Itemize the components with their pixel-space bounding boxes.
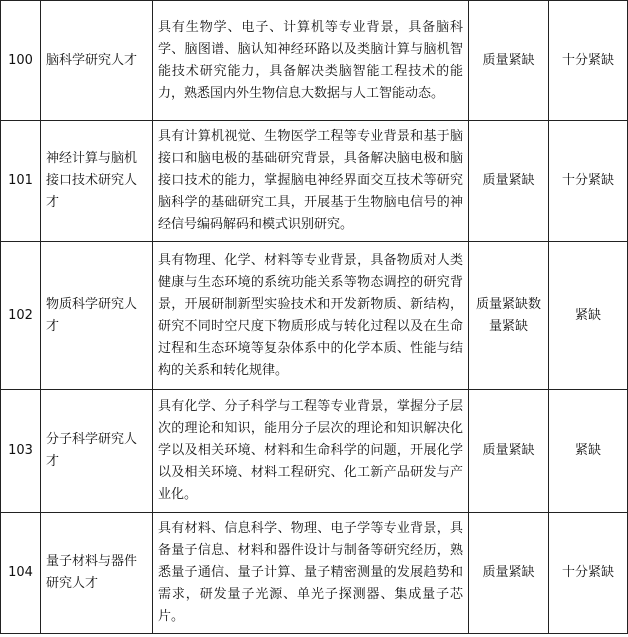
shortage-level: 十分紧缺 bbox=[549, 121, 628, 242]
shortage-type: 质量紧缺 bbox=[469, 513, 549, 634]
table-row bbox=[1, 390, 628, 513]
talent-requirements: 具有材料、信息科学、物理、电子学等专业背景，具备量子信息、材料和器件设计与制备等研究经历，熟悉量子通信、量子计算、量子精密测量的发展趋势和需求，研发量子光源、单光子探测器、集成量子芯片。 bbox=[153, 513, 469, 634]
talent-requirements: 具有化学、分子科学与工程等专业背景，掌握分子层次的理论和知识，能用分子层次的理论和知识解决化学以及相关环境、材料和生命科学的问题，开展化学以及相关环境、材料工程研究、化工新产品研发与产业化。 bbox=[153, 390, 469, 513]
talent-requirements: 具有计算机视觉、生物医学工程等专业背景和基于脑接口和脑电极的基础研究背景，具备解决脑电极和脑接口技术的能力，掌握脑电神经界面交互技术等研究脑科学的基础研究工具，开展基于生物脑电信号的神经信号编码解码和模式识别研究。 bbox=[153, 121, 469, 242]
talent-requirements: 具有生物学、电子、计算机等专业背景，具备脑科学、脑图谱、脑认知神经环路以及类脑计算与脑机智能技术研究能力，具备解决类脑智能工程技术的能力，熟悉国内外生物信息大数据与人工智能动态。 bbox=[153, 1, 469, 121]
talent-category: 脑科学研究人才 bbox=[41, 1, 153, 121]
shortage-level: 十分紧缺 bbox=[549, 1, 628, 121]
shortage-type: 质量紧缺 bbox=[469, 121, 549, 242]
table-row bbox=[1, 1, 628, 121]
talent-category: 量子材料与器件研究人才 bbox=[41, 513, 153, 634]
shortage-level: 紧缺 bbox=[549, 390, 628, 513]
shortage-level: 十分紧缺 bbox=[549, 513, 628, 634]
shortage-type: 质量紧缺 bbox=[469, 1, 549, 121]
row-number: 102 bbox=[1, 242, 41, 390]
row-number: 101 bbox=[1, 121, 41, 242]
talent-category: 分子科学研究人才 bbox=[41, 390, 153, 513]
row-number: 100 bbox=[1, 1, 41, 121]
talent-requirements: 具有物理、化学、材料等专业背景，具备物质对人类健康与生态环境的系统功能关系等物态调控的研究背景，开展研制新型实验技术和开发新物质、新结构，研究不同时空尺度下物质形成与转化过程以及在生命过程和生态环境等复杂体系中的化学本质、性能与结构的关系和转化规律。 bbox=[153, 242, 469, 390]
table-row bbox=[1, 513, 628, 634]
row-number: 104 bbox=[1, 513, 41, 634]
talent-category: 神经计算与脑机接口技术研究人才 bbox=[41, 121, 153, 242]
shortage-level: 紧缺 bbox=[549, 242, 628, 390]
shortage-type: 质量紧缺数量紧缺 bbox=[469, 242, 549, 390]
table-row bbox=[1, 121, 628, 242]
shortage-type: 质量紧缺 bbox=[469, 390, 549, 513]
table-row bbox=[1, 242, 628, 390]
row-number: 103 bbox=[1, 390, 41, 513]
talent-category: 物质科学研究人才 bbox=[41, 242, 153, 390]
